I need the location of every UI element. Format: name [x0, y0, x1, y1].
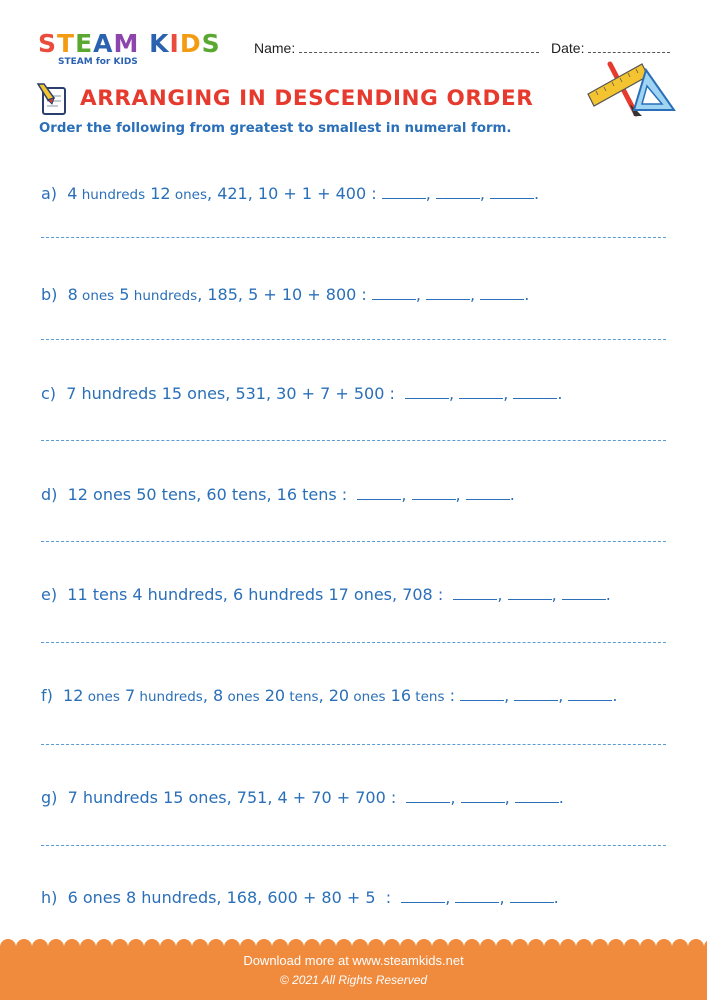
punctuation: ,: [450, 788, 461, 807]
question-label: a): [41, 184, 68, 203]
logo-letter: T: [57, 29, 76, 58]
punctuation: .: [612, 686, 618, 705]
answer-blank[interactable]: [568, 686, 612, 701]
question-label: e): [41, 585, 68, 604]
logo-letter: E: [75, 29, 94, 58]
question-text: , 185, 5 + 10 + 800 :: [197, 285, 367, 304]
question-text: ones: [77, 288, 115, 304]
logo-wordmark: [38, 30, 221, 58]
answer-blank[interactable]: [480, 285, 524, 300]
punctuation: ,: [455, 485, 466, 504]
punctuation: .: [524, 285, 530, 304]
ruler-triangle-pencil-icon: [584, 60, 676, 118]
question-text: 4: [67, 184, 78, 203]
answer-blank[interactable]: [372, 285, 416, 300]
logo-letter: D: [179, 29, 202, 58]
question-label: b): [41, 285, 68, 304]
answer-blank[interactable]: [461, 788, 505, 803]
answer-separator: [41, 642, 666, 643]
answer-blank[interactable]: [510, 888, 554, 903]
punctuation: ,: [503, 384, 514, 403]
answer-blank[interactable]: [453, 585, 497, 600]
answer-blank[interactable]: [460, 686, 504, 701]
answer-blank[interactable]: [490, 184, 534, 199]
answer-blank[interactable]: [357, 485, 401, 500]
punctuation: ,: [449, 384, 460, 403]
answer-blank[interactable]: [508, 585, 552, 600]
question-label: c): [41, 384, 67, 403]
answer-blank[interactable]: [513, 384, 557, 399]
punctuation: ,: [504, 788, 515, 807]
answer-blank[interactable]: [426, 285, 470, 300]
question-text: ones: [83, 689, 120, 705]
question-text: ones: [223, 689, 260, 705]
answer-blank[interactable]: [405, 384, 449, 399]
answer-blank[interactable]: [466, 485, 510, 500]
question-text: 7 hundreds 15 ones, 751, 4 + 70 + 700 :: [67, 788, 402, 807]
download-link[interactable]: Download more at www.steamkids.net: [243, 953, 464, 968]
question-label: d): [41, 485, 68, 504]
question-label: g): [41, 788, 68, 807]
question-text: ones: [349, 689, 386, 705]
question-text: hundreds: [135, 689, 203, 705]
question-text: , 8: [202, 686, 224, 705]
answer-separator: [41, 237, 666, 238]
question-text: hundreds: [77, 187, 146, 203]
question-text: ones: [170, 187, 208, 203]
question-text: 11 tens 4 hundreds, 6 hundreds 17 ones, 708 :: [67, 585, 449, 604]
punctuation: ,: [445, 888, 456, 907]
answer-blank[interactable]: [382, 184, 426, 199]
punctuation: .: [534, 184, 540, 203]
steam-kids-logo: [38, 30, 221, 67]
answer-blank[interactable]: [401, 888, 445, 903]
logo-letter: [139, 30, 149, 58]
answer-blank[interactable]: [436, 184, 480, 199]
date-label: Date:: [551, 40, 585, 56]
punctuation: ,: [551, 585, 562, 604]
question-f: [41, 686, 618, 705]
logo-letter: S: [201, 29, 221, 58]
logo-tagline: STEAM for KIDS: [58, 57, 138, 67]
punctuation: ,: [415, 285, 427, 304]
question-text: 7: [119, 686, 136, 705]
punctuation: ,: [401, 485, 412, 504]
worksheet-pencil-icon: [36, 82, 68, 116]
punctuation: ,: [499, 888, 510, 907]
question-text: , 421, 10 + 1 + 400 :: [207, 184, 377, 203]
question-text: 16: [385, 686, 412, 705]
punctuation: ,: [497, 585, 508, 604]
question-text: 7 hundreds 15 ones, 531, 30 + 7 + 500 :: [66, 384, 400, 403]
question-text: 8: [67, 285, 78, 304]
logo-letter: S: [38, 29, 58, 58]
question-d: [41, 485, 515, 504]
logo-letter: M: [113, 29, 140, 58]
punctuation: .: [509, 485, 515, 504]
question-text: hundreds: [129, 288, 198, 304]
punctuation: ,: [479, 184, 491, 203]
punctuation: ,: [425, 184, 436, 203]
answer-separator: [41, 541, 666, 542]
punctuation: .: [605, 585, 611, 604]
question-text: 5: [114, 285, 130, 304]
answer-separator: [41, 339, 666, 340]
question-text: 12 ones 50 tens, 60 tens, 16 tens :: [67, 485, 353, 504]
logo-letter: K: [149, 29, 170, 58]
name-label: Name:: [254, 40, 296, 56]
name-line[interactable]: [299, 40, 539, 53]
punctuation: .: [558, 788, 564, 807]
question-text: tens: [411, 689, 445, 705]
punctuation: .: [557, 384, 563, 403]
answer-blank[interactable]: [406, 788, 450, 803]
answer-separator: [41, 845, 666, 846]
question-text: 6 ones 8 hundreds, 168, 600 + 80 + 5 :: [67, 888, 397, 907]
answer-blank[interactable]: [455, 888, 499, 903]
question-e: [41, 585, 611, 604]
logo-letter: A: [93, 29, 114, 58]
question-a: [41, 184, 539, 203]
answer-blank[interactable]: [562, 585, 606, 600]
instructions: Order the following from greatest to smallest in numeral form.: [39, 121, 512, 136]
question-text: :: [444, 686, 455, 705]
question-text: 12: [145, 184, 171, 203]
page-title: ARRANGING IN DESCENDING ORDER: [80, 86, 534, 111]
answer-separator: [41, 744, 666, 745]
copyright-text: © 2021 All Rights Reserved: [279, 973, 428, 987]
question-b: [41, 285, 529, 304]
question-h: [41, 888, 559, 907]
date-line[interactable]: [588, 40, 670, 53]
punctuation: .: [553, 888, 559, 907]
answer-blank[interactable]: [514, 686, 558, 701]
date-field[interactable]: [551, 40, 670, 56]
question-text: 12: [63, 686, 84, 705]
answer-blank[interactable]: [515, 788, 559, 803]
answer-separator: [41, 440, 666, 441]
punctuation: ,: [558, 686, 569, 705]
name-field[interactable]: [254, 40, 539, 56]
question-label: f): [41, 686, 64, 705]
question-text: , 20: [318, 686, 350, 705]
punctuation: ,: [504, 686, 515, 705]
question-g: [41, 788, 564, 807]
question-text: tens: [285, 689, 319, 705]
punctuation: ,: [470, 285, 481, 304]
question-c: [41, 384, 562, 403]
question-text: 20: [259, 686, 286, 705]
logo-letter: I: [169, 29, 180, 58]
answer-blank[interactable]: [412, 485, 456, 500]
answer-blank[interactable]: [459, 384, 503, 399]
footer-band: [0, 938, 707, 1000]
question-label: h): [41, 888, 68, 907]
